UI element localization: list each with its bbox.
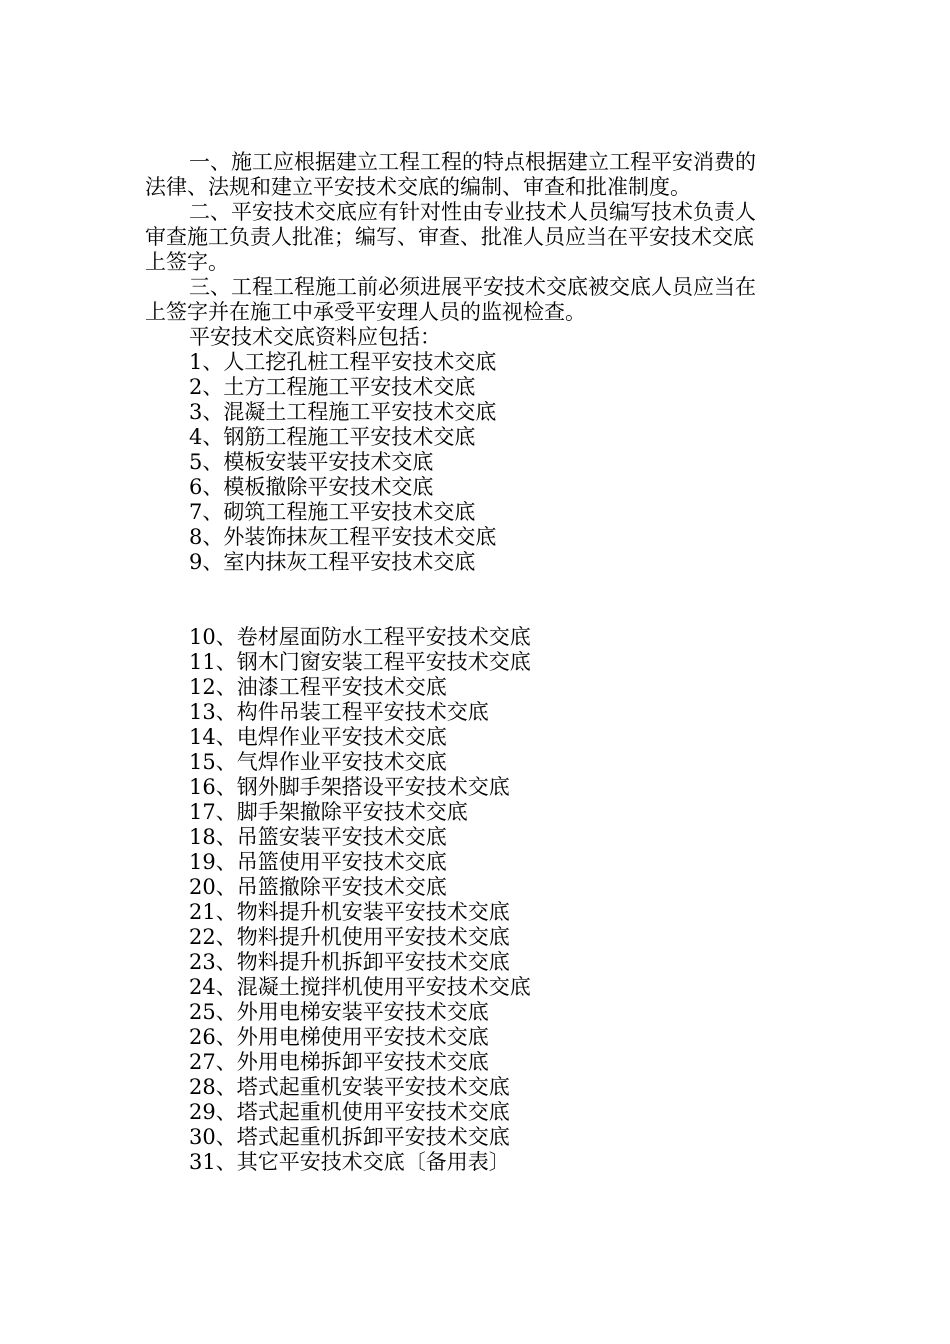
list-item: 19、吊篮使用平安技术交底 xyxy=(189,850,447,874)
list-item: 17、脚手架撤除平安技术交底 xyxy=(189,800,468,824)
list-item: 23、物料提升机拆卸平安技术交底 xyxy=(189,950,510,974)
paragraph-1: 一、施工应根据建立工程工程的特点根据建立工程平安消费的法律、法规和建立平安技术交底的编制、审查和批准制度。 xyxy=(145,150,756,199)
list-item: 20、吊篮撤除平安技术交底 xyxy=(189,875,447,899)
list-item: 4、钢筋工程施工平安技术交底 xyxy=(189,425,476,449)
list-item: 29、塔式起重机使用平安技术交底 xyxy=(189,1100,510,1124)
list-item: 24、混凝土搅拌机使用平安技术交底 xyxy=(189,975,531,999)
list-item: 31、其它平安技术交底〔备用表〕 xyxy=(189,1150,510,1174)
list-item: 3、混凝土工程施工平安技术交底 xyxy=(189,400,497,424)
list-item: 6、模板撤除平安技术交底 xyxy=(189,475,434,499)
list-item: 27、外用电梯拆卸平安技术交底 xyxy=(189,1050,489,1074)
document-body xyxy=(145,150,765,1175)
list-item: 13、构件吊装工程平安技术交底 xyxy=(189,700,489,724)
list-item: 5、模板安装平安技术交底 xyxy=(189,450,434,474)
list-item: 30、塔式起重机拆卸平安技术交底 xyxy=(189,1125,510,1149)
list-item: 28、塔式起重机安装平安技术交底 xyxy=(189,1075,510,1099)
list-item: 8、外装饰抹灰工程平安技术交底 xyxy=(189,525,497,549)
item-list-part1 xyxy=(145,350,765,575)
list-item: 15、气焊作业平安技术交底 xyxy=(189,750,447,774)
list-item: 16、钢外脚手架搭设平安技术交底 xyxy=(189,775,510,799)
list-item: 22、物料提升机使用平安技术交底 xyxy=(189,925,510,949)
list-item: 25、外用电梯安装平安技术交底 xyxy=(189,1000,489,1024)
list-item: 21、物料提升机安装平安技术交底 xyxy=(189,900,510,924)
list-item: 2、土方工程施工平安技术交底 xyxy=(189,375,476,399)
list-item: 14、电焊作业平安技术交底 xyxy=(189,725,447,749)
paragraph-3: 三、工程工程施工前必须进展平安技术交底被交底人员应当在上签字并在施工中承受平安理人员的监视检查。 xyxy=(145,275,756,324)
list-item: 1、人工挖孔桩工程平安技术交底 xyxy=(189,350,497,374)
list-item: 12、油漆工程平安技术交底 xyxy=(189,675,447,699)
list-item: 26、外用电梯使用平安技术交底 xyxy=(189,1025,489,1049)
list-item: 9、室内抹灰工程平安技术交底 xyxy=(189,550,476,574)
list-item: 11、钢木门窗安装工程平安技术交底 xyxy=(189,650,531,674)
blank-spacer xyxy=(145,575,765,625)
list-intro: 平安技术交底资料应包括： xyxy=(189,325,441,349)
paragraph-2: 二、平安技术交底应有针对性由专业技术人员编写技术负责人审查施工负责人批准；编写、审查、批准人员应当在平安技术交底上签字。 xyxy=(145,200,756,274)
list-item: 10、卷材屋面防水工程平安技术交底 xyxy=(189,625,531,649)
list-item: 7、砌筑工程施工平安技术交底 xyxy=(189,500,476,524)
item-list-part2 xyxy=(145,625,765,1175)
list-item: 18、吊篮安装平安技术交底 xyxy=(189,825,447,849)
